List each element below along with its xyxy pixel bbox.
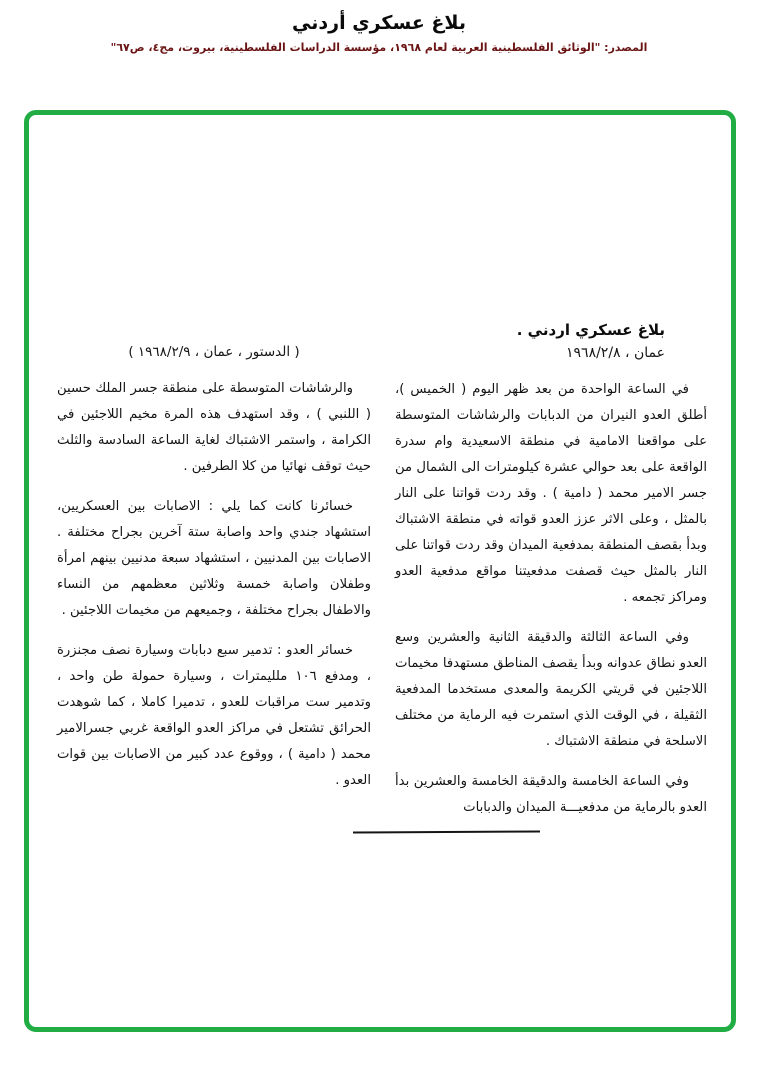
paragraph: وفي الساعة الثالثة والدقيقة الثانية والعشرين وسع العدو نطاق عدوانه وبدأ يقصف المناطق مستهدفا مخيمات اللاجئين في قريتي الكريمة والمعدى مستخدما المدفعية الثقيلة ، في الوقت الذي استمرت فيه الرماية من مختلف الاسلحة في منطقة الاشتباك . [394,630,707,749]
paragraph: خسائر العدو : تدمير سبع دبابات وسيارة نصف مجنزرة ، ومدفع ١٠٦ ملليمترات ، وسيارة حمولة طن واحد ، وتدمير ست مراقبات للعدو ، تدميرا كاملا ، كما شوهدت الحرائق تشتعل في مراكز العدو الواقعة غربي جسرالامير محمد ( دامية ) ، ووقوع عدد كبير من الاصابات بين قوات العدو . [57,643,371,788]
document-header [0,12,758,54]
communique-dateline: عمان ، ١٩٦٨/٢/٨ [566,345,665,361]
press-source-dateline: ( الدستور ، عمان ، ١٩٦٨/٢/٩ ) [128,344,300,360]
paragraph: في الساعة الواحدة من بعد ظهر اليوم ( الخميس )، أطلق العدو النيران من الدبابات والرشاشات المتوسطة على مواقعنا الامامية في منطقة الاسعيدية وام سدرة الواقعة على بعد حوالي عشرة كيلومترات الى الشمال من جسر الامير محمد ( دامية ) . وقد ردت قواتنا على النار بالمثل ، وعلى الاثر عزز العدو قواته في منطقة الاشتباك وبدأ بقصف المنطقة بمدفعية الميدان وقد ردت قواتنا على النار بالمثل حيث قصفت مدفعيتنا مواقع مدفعية العدو ومراكز تجمعه . [394,382,707,605]
paragraph: وفي الساعة الخامسة والدقيقة الخامسة والعشرين بدأ العدو بالرماية من مدفعيـــة الميدان والدبابات [394,774,707,815]
column-left [57,311,371,835]
scanned-document-frame [24,110,736,1032]
page-title: بلاغ عسكري أردني [292,12,466,34]
column-right [395,311,707,835]
paragraph: خسائرنا كانت كما يلي : الاصابات بين العسكريين، استشهاد جندي واحد واصابة ستة آخرين بجراح مختلفة . الاصابات بين المدنيين ، استشهاد سبعة مدنيين بينهم امرأة وطفلان واصابة خمسة وثلاثين معظمهم من النساء والاطفال بجراح مختلفة ، وجميعهم من مخيمات اللاجئين . [57,499,371,618]
source-citation: المصدر: "الوثائق الفلسطينية العربية لعام ١٩٦٨، مؤسسة الدراسات الفلسطينية، بيروت، مج٤، ص٦٧" [110,41,648,54]
paragraph: والرشاشات المتوسطة على منطقة جسر الملك حسين ( اللنبي ) ، وقد استهدف هذه المرة مخيم اللاجئين في الكرامة ، واستمر الاشتباك لغاية الساعة السادسة والثلث حيث توقف نهائيا من كلا الطرفين . [57,381,371,474]
two-column-text-area [57,311,707,835]
communique-heading: بلاغ عسكري اردني . [516,321,665,339]
